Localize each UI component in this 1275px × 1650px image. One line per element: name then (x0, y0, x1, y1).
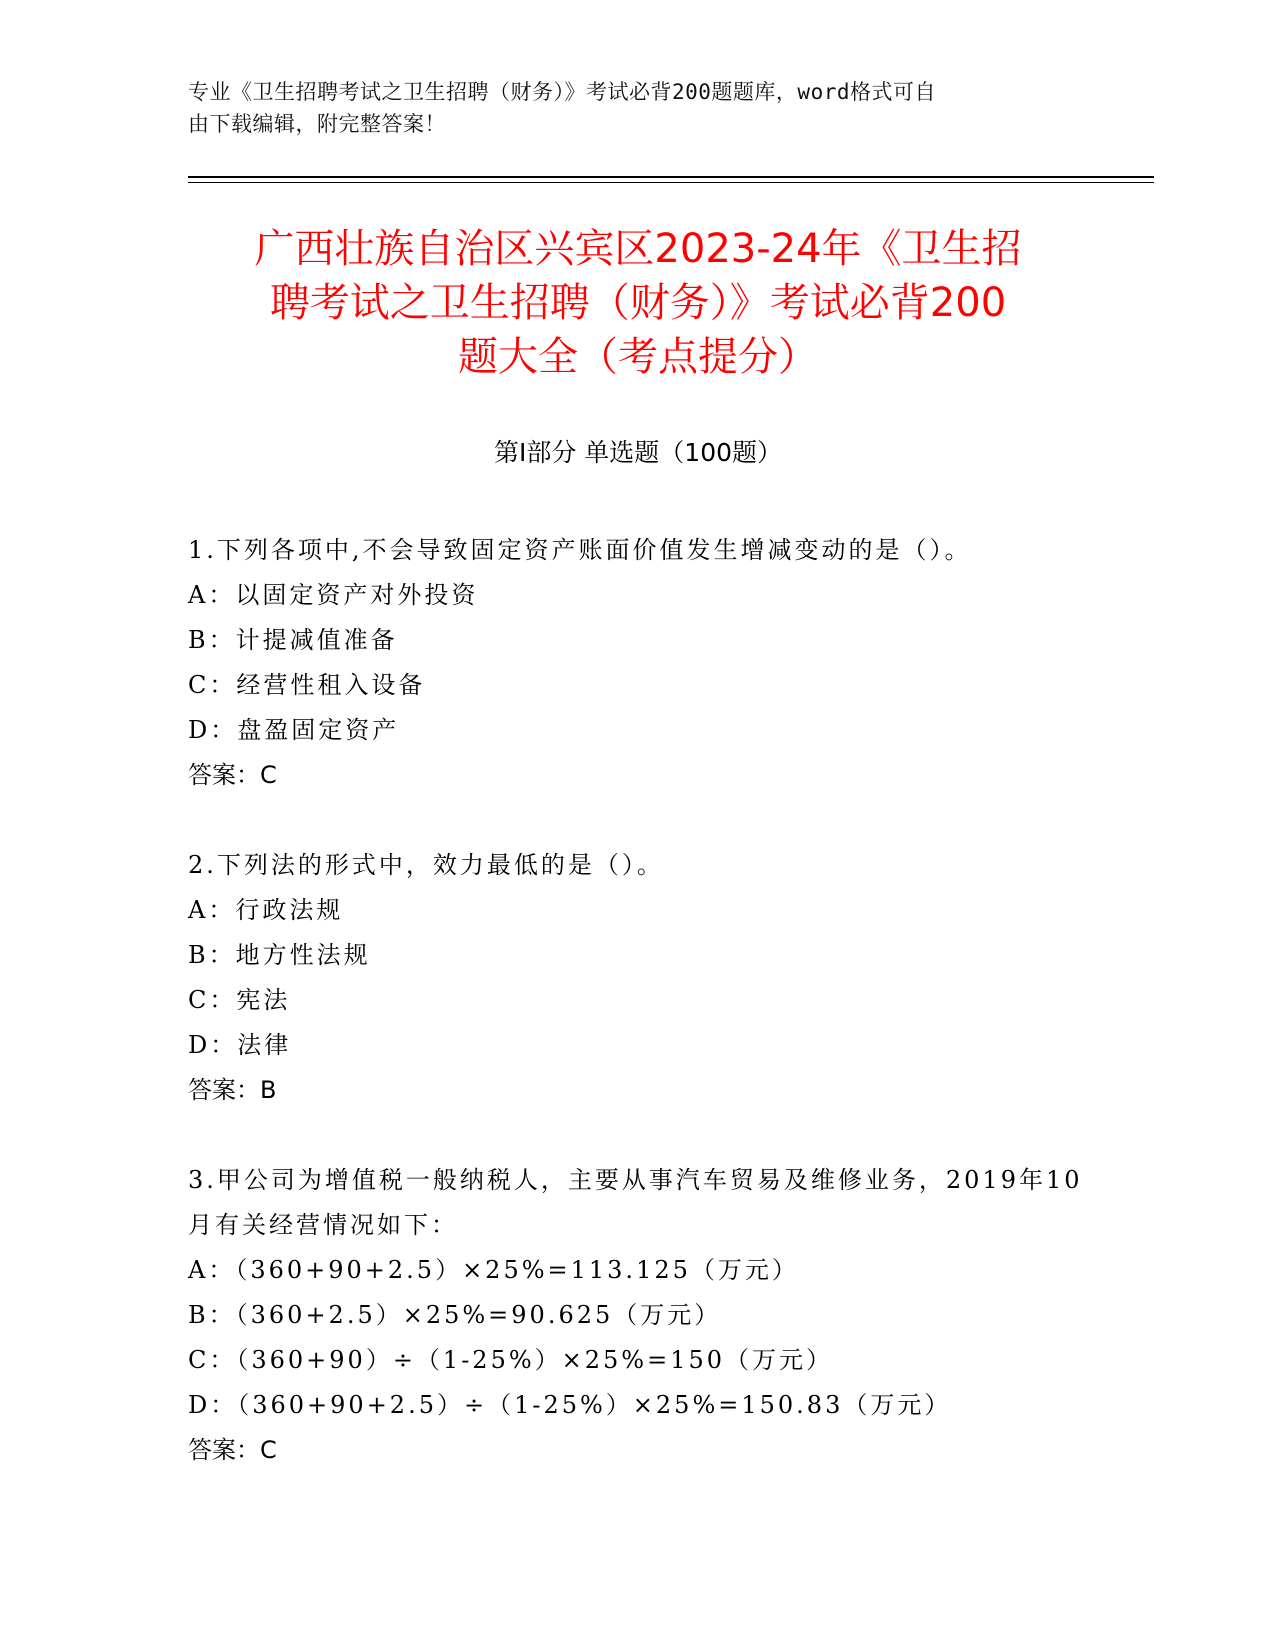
question-stem: 3.甲公司为增值税一般纳税人，主要从事汽车贸易及维修业务，2019年10月有关经营情况如下： (188, 1166, 1083, 1239)
option-c: C：经营性租入设备 (188, 671, 426, 699)
question-1 (188, 528, 1088, 798)
header-note-line-2: 由下载编辑，附完整答案！ (188, 112, 446, 136)
document-title-line-2: 聘考试之卫生招聘（财务）》考试必背200 (269, 280, 1007, 326)
option-a: A：以固定资产对外投资 (188, 581, 479, 609)
question-stem: 2.下列法的形式中，效力最低的是（）。 (188, 851, 664, 879)
option-c: C：宪法 (188, 986, 291, 1014)
answer: 答案：C (188, 761, 277, 789)
question-list (188, 528, 1088, 1518)
question-3 (188, 1158, 1088, 1473)
document-title-line-1: 广西壮族自治区兴宾区2023-24年《卫生招 (254, 226, 1022, 272)
option-d: D：法律 (188, 1031, 292, 1059)
option-b: B：（360+2.5）×25%=90.625（万元） (188, 1301, 722, 1329)
option-c: C：（360+90）÷（1-25%）×25%=150（万元） (188, 1346, 834, 1374)
question-stem: 1.下列各项中,不会导致固定资产账面价值发生增减变动的是（）。 (188, 536, 972, 564)
option-b: B：地方性法规 (188, 941, 371, 969)
answer: 答案：B (188, 1076, 277, 1104)
option-d: D：（360+90+2.5）÷（1-25%）×25%=150.83（万元） (188, 1391, 952, 1419)
document-title-line-3: 题大全（考点提分） (458, 334, 818, 380)
answer: 答案：C (188, 1436, 277, 1464)
header-note-line-1: 专业《卫生招聘考试之卫生招聘（财务）》考试必背200题题库，word格式可自 (188, 80, 936, 104)
header-divider-thick (188, 176, 1154, 178)
section-heading: 第Ⅰ部分 单选题（100题） (493, 438, 783, 467)
document-title (188, 222, 1088, 384)
header-divider-thin (188, 182, 1154, 183)
option-d: D：盘盈固定资产 (188, 716, 400, 744)
question-2 (188, 843, 1088, 1113)
option-a: A：（360+90+2.5）×25%=113.125（万元） (188, 1256, 799, 1284)
option-b: B：计提减值准备 (188, 626, 398, 654)
header-note (188, 76, 1068, 140)
option-a: A：行政法规 (188, 896, 344, 924)
